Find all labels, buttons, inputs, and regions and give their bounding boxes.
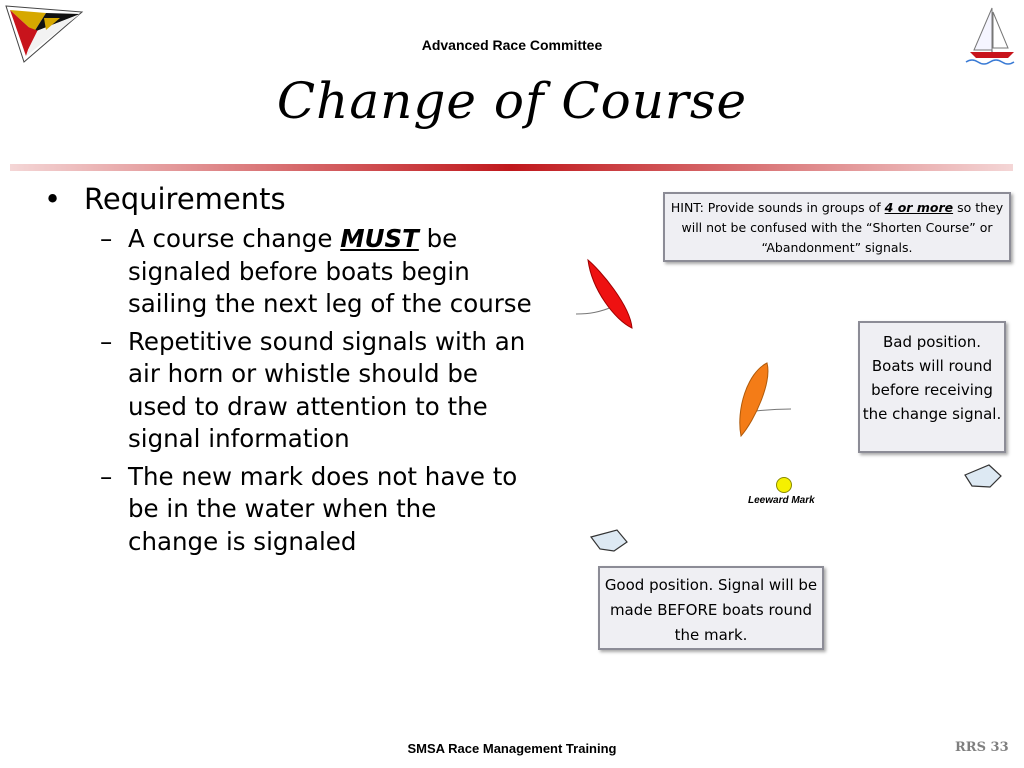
red-boat (588, 260, 632, 328)
sub-bullet-text: be signaled before boats begin sailing the next leg of the course (128, 224, 532, 318)
signal-boat-left (591, 530, 627, 551)
hint-text: so they will not be confused with the “Shorten Course” or “Abandonment” signals. (681, 200, 1004, 255)
emphasis-must: MUST (340, 224, 419, 253)
page-number: RRS 33 (955, 740, 1009, 755)
hint-callout (663, 192, 1011, 262)
good-position-callout: Good position. Signal will be made BEFORE boats round the mark. (598, 566, 824, 650)
leeward-mark-buoy (777, 478, 792, 493)
hint-text: HINT: Provide sounds in groups of (670, 200, 885, 215)
sub-bullet-new-mark: – The new mark does not have to be in the water when the change is signaled (44, 461, 534, 559)
footer-course: SMSA Race Management Training (407, 741, 617, 756)
hint-emphasis: 4 or more (884, 200, 954, 215)
sub-bullet-text: A course change (128, 224, 341, 253)
bullet-requirements: • Requirements (44, 180, 534, 218)
slide-title: Change of Course (276, 72, 748, 130)
leeward-mark-label: Leeward Mark (748, 495, 815, 506)
wind-line-red (576, 307, 612, 314)
signal-boat-right (965, 465, 1001, 487)
sub-bullet-sound-signals: – Repetitive sound signals with an air horn or whistle should be used to draw attention to the signal information (44, 326, 534, 456)
header-organization: Advanced Race Committee (421, 37, 603, 53)
bad-position-callout: Bad position. Boats will round before receiving the change signal. (858, 321, 1006, 453)
orange-boat (740, 363, 768, 436)
